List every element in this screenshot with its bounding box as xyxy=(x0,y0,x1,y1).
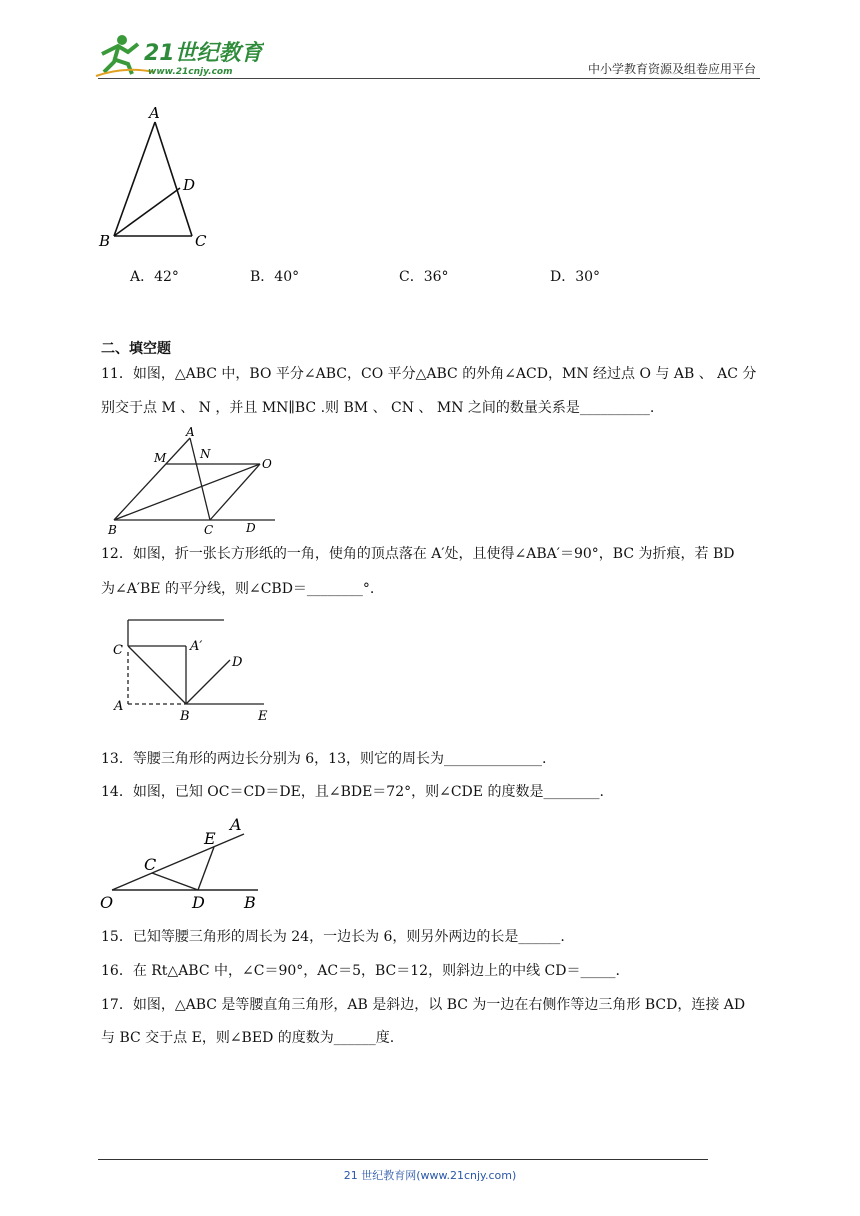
q14-text: 14．如图，已知 OC＝CD＝DE，且∠BDE＝72°，则∠CDE 的度数是________. xyxy=(101,784,604,800)
label-c: C xyxy=(204,523,214,537)
logo-url: www.21cnjy.com xyxy=(148,67,233,77)
label-c: C xyxy=(113,643,123,658)
label-e: E xyxy=(204,829,216,848)
label-d: D xyxy=(246,521,256,535)
q17-line1: 17．如图，△ABC 是等腰直角三角形，AB 是斜边，以 BC 为一边在右侧作等边三角形 BCD，连接 AD xyxy=(101,997,746,1013)
q11-line2: 别交于点 M 、 N ，并且 MN∥BC .则 BM 、 CN 、 MN 之间的数量关系是__________. xyxy=(101,400,655,416)
label-d: D xyxy=(183,176,196,194)
option-a: A．42° xyxy=(130,269,179,285)
label-b: B xyxy=(180,709,190,724)
label-a: A xyxy=(230,815,242,834)
q11-line1: 11．如图，△ABC 中，BO 平分∠ABC，CO 平分△ABC 的外角∠ACD，MN 经过点 O 与 AB 、 AC 分 xyxy=(101,366,757,382)
q17-line2: 与 BC 交于点 E，则∠BED 的度数为______度. xyxy=(101,1030,395,1046)
header-divider xyxy=(98,78,760,79)
logo-main: 21世纪教育 xyxy=(144,41,263,66)
label-n: N xyxy=(200,447,211,461)
figure-q11 xyxy=(100,424,280,538)
label-m: M xyxy=(154,451,167,465)
label-a-prime: A′ xyxy=(190,639,203,654)
label-b: B xyxy=(108,523,117,537)
q16-text: 16．在 Rt△ABC 中，∠C＝90°，AC＝5，BC＝12，则斜边上的中线 CD＝_____. xyxy=(101,963,620,979)
label-a: A xyxy=(149,104,160,122)
label-b: B xyxy=(244,893,256,912)
q12-line2: 为∠A′BE 的平分线，则∠CBD＝________°. xyxy=(101,581,375,597)
q13-text: 13．等腰三角形的两边长分别为 6，13，则它的周长为______________. xyxy=(101,751,547,767)
label-a: A xyxy=(114,699,124,714)
label-e: E xyxy=(258,709,268,724)
figure-q10 xyxy=(95,100,225,260)
option-d: D．30° xyxy=(550,269,601,285)
label-c: C xyxy=(195,232,207,250)
logo xyxy=(94,32,264,78)
footer-text: 21 世纪教育网(www.21cnjy.com) xyxy=(343,1169,517,1182)
label-c: C xyxy=(144,855,157,874)
label-b: B xyxy=(99,232,111,250)
label-o: O xyxy=(100,893,114,912)
q15-text: 15．已知等腰三角形的周长为 24，一边长为 6，则另外两边的长是______. xyxy=(101,929,565,945)
section-title: 二、填空题 xyxy=(101,341,171,357)
label-a: A xyxy=(186,425,195,439)
option-b: B．40° xyxy=(250,269,300,285)
label-d: D xyxy=(232,655,243,670)
footer-divider xyxy=(98,1159,708,1160)
label-d: D xyxy=(192,893,205,912)
label-o: O xyxy=(262,457,272,471)
figure-q12 xyxy=(110,612,280,724)
option-c: C．36° xyxy=(399,269,449,285)
q12-line1: 12．如图，折一张长方形纸的一角，使角的顶点落在 A′处，且使得∠ABA′＝90°，BC 为折痕，若 BD xyxy=(101,546,735,562)
platform-name: 中小学教育资源及组卷应用平台 xyxy=(587,62,756,76)
figure-q14 xyxy=(98,812,268,916)
